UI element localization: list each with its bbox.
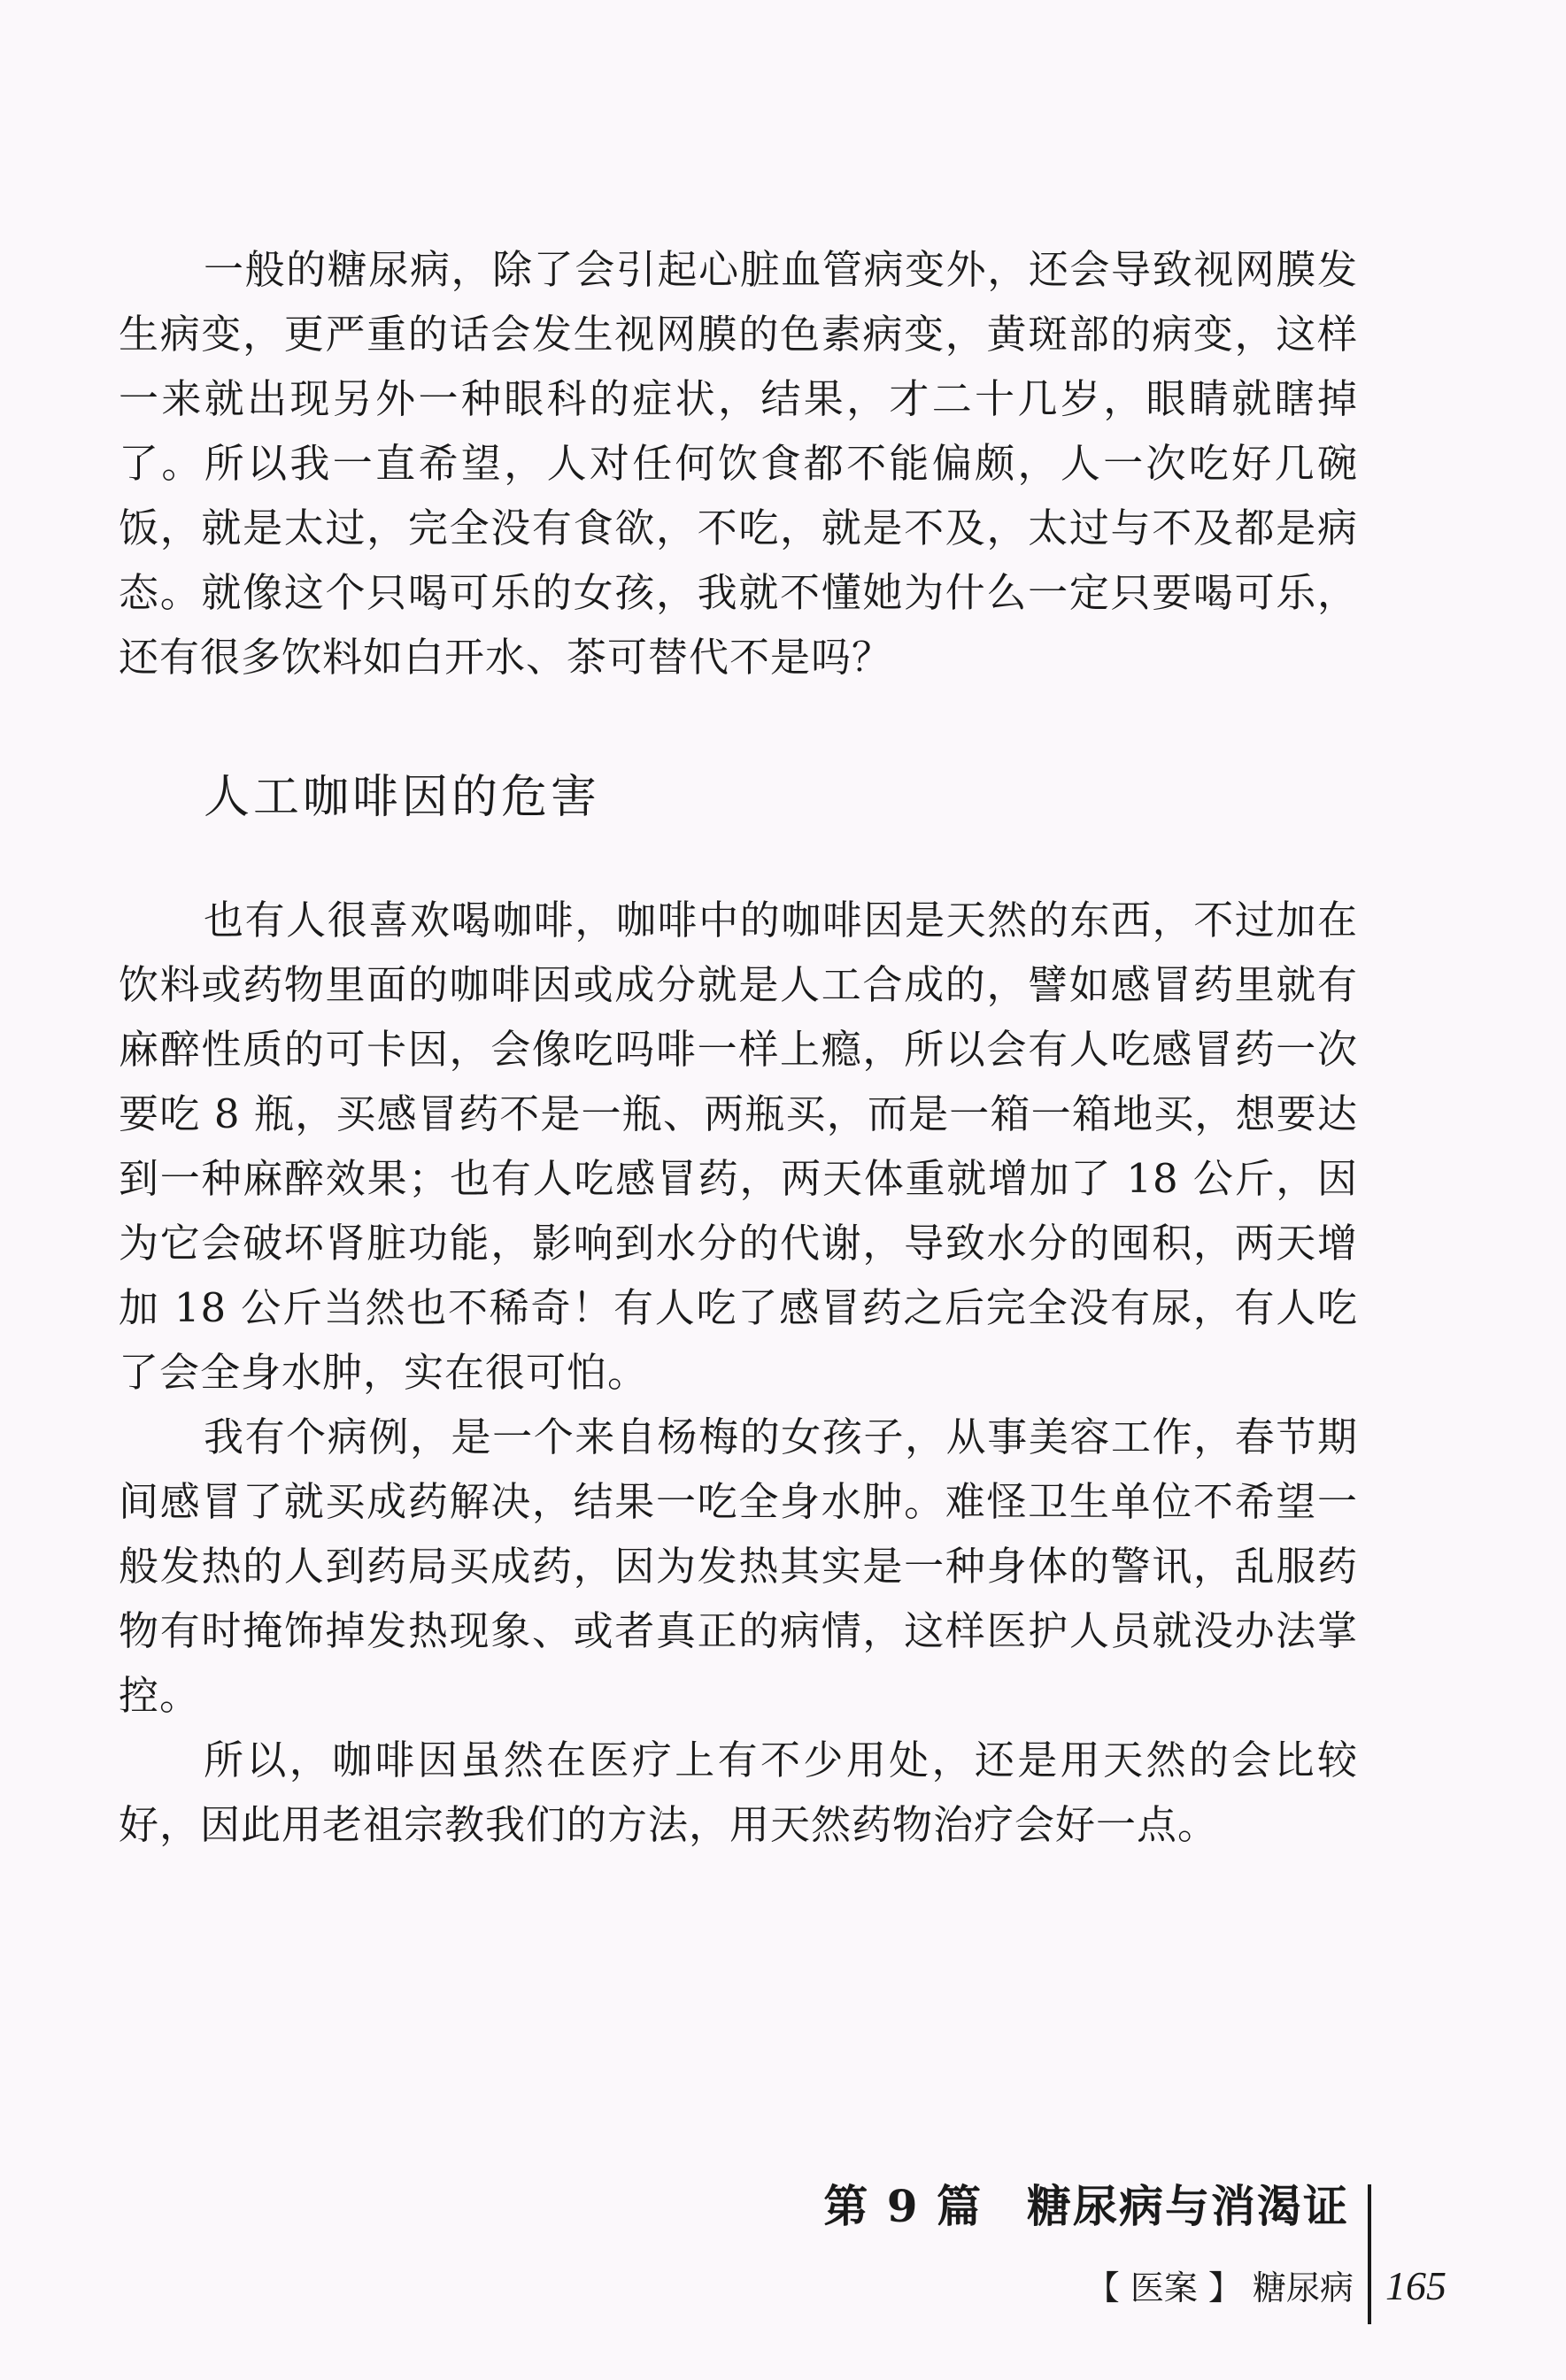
- paragraph: 所以，咖啡因虽然在医疗上有不少用处，还是用天然的会比较好，因此用老祖宗教我们的方法，用天然药物治疗会好一点。: [119, 1737, 1358, 1848]
- running-footer-section: 【 医案 】 糖尿病: [1085, 2268, 1354, 2307]
- chapter-number: 第 9 篇: [823, 2180, 983, 2232]
- chapter-title: 糖尿病与消渴证: [1027, 2180, 1349, 2232]
- page-number: 165: [1385, 2263, 1446, 2308]
- footer-divider: [1368, 2184, 1371, 2324]
- body-text-top: [119, 237, 1358, 689]
- body-text-bottom: [119, 888, 1358, 1857]
- paragraph: 也有人很喜欢喝咖啡，咖啡中的咖啡因是天然的东西，不过加在饮料或药物里面的咖啡因或成分就是人工合成的，譬如感冒药里就有麻醉性质的可卡因，会像吃吗啡一样上瘾，所以会有人吃感冒药一次要吃 8 瓶，买感冒药不是一瓶、两瓶买，而是一箱一箱地买，想要达到一种麻醉效果；也有人吃感冒药，两天体重就增加了 18 公斤，因为它会破坏肾脏功能，影响到水分的代谢，导致水分的囤积，两天增加 18 公斤当然也不稀奇！有人吃了感冒药之后完全没有尿，有人吃了会全身水肿，实在很可怕。: [119, 897, 1358, 1396]
- section-heading: 人工咖啡因的危害: [204, 771, 601, 824]
- paragraph: 一般的糖尿病，除了会引起心脏血管病变外，还会导致视网膜发生病变，更严重的话会发生视网膜的色素病变，黄斑部的病变，这样一来就出现另外一种眼科的症状，结果，才二十几岁，眼睛就瞎掉了。所以我一直希望，人对任何饮食都不能偏颇，人一次吃好几碗饭，就是太过，完全没有食欲，不吃，就是不及，太过与不及都是病态。就像这个只喝可乐的女孩，我就不懂她为什么一定只要喝可乐，还有很多饮料如白开水、茶可替代不是吗？: [119, 246, 1358, 681]
- running-footer-chapter: [823, 2176, 1349, 2238]
- paragraph: 我有个病例，是一个来自杨梅的女孩子，从事美容工作，春节期间感冒了就买成药解决，结果一吃全身水肿。难怪卫生单位不希望一般发热的人到药局买成药，因为发热其实是一种身体的警讯，乱服药物有时掩饰掉发热现象、或者真正的病情，这样医护人员就没办法掌控。: [119, 1413, 1358, 1719]
